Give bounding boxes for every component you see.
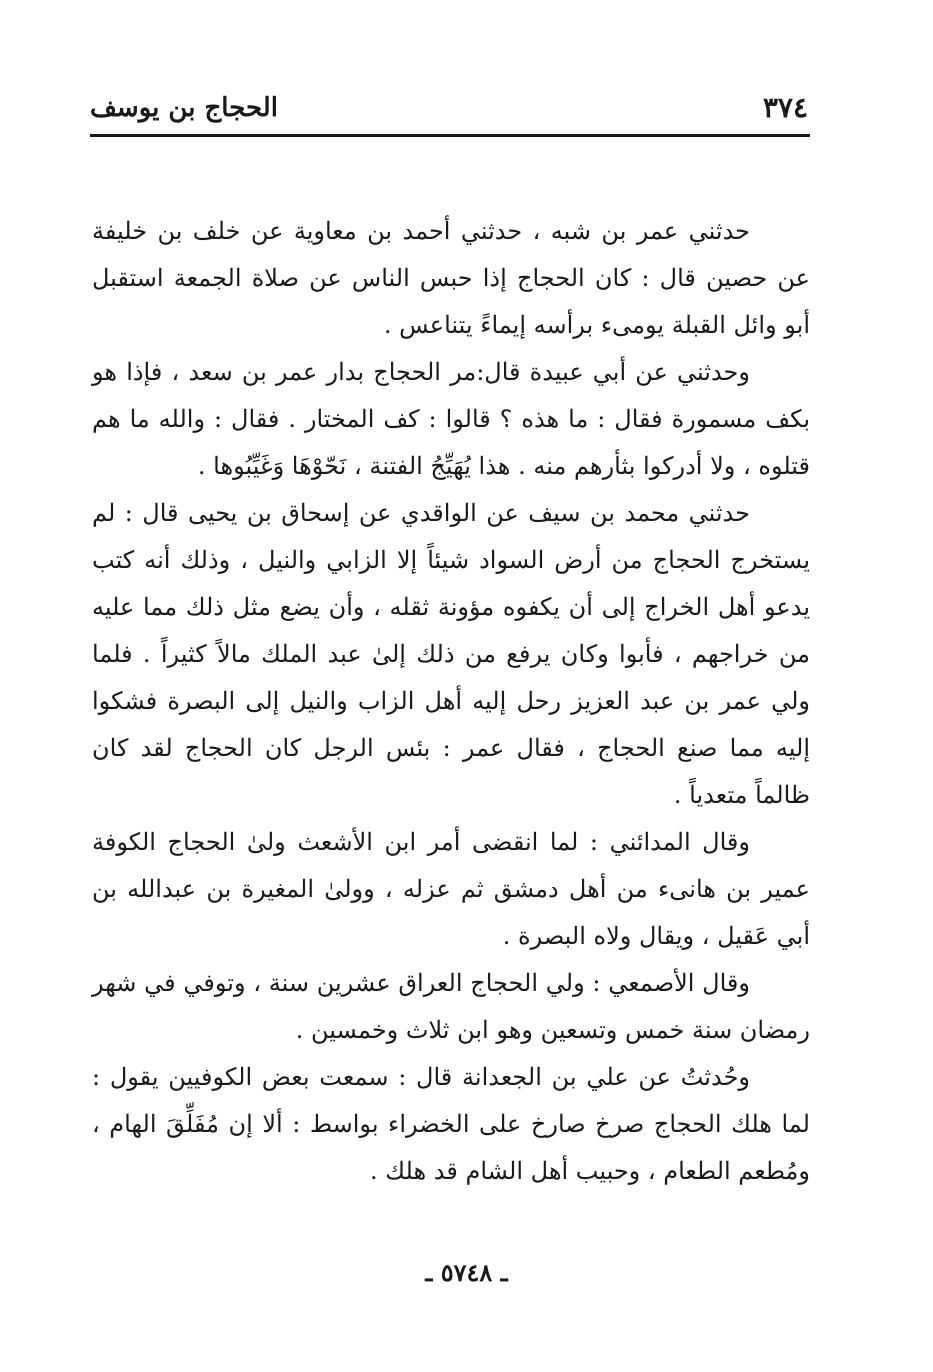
body-text (92, 208, 810, 1195)
header-divider (90, 134, 810, 137)
page-number: ٣٧٤ (762, 91, 808, 124)
book-title: الحجاج بن يوسف (90, 93, 278, 123)
paragraph: وقال الأصمعي : ولي الحجاج العراق عشرين سنة ، وتوفي في شهر رمضان سنة خمس وتسعين وهو ابن ثلاث وخمسين . (92, 969, 810, 1044)
paragraph: حدثني عمر بن شبه ، حدثني أحمد بن معاوية عن خلف بن خليفة عن حصين قال : كان الحجاج إذا حبس الناس عن صلاة الجمعة استقبل أبو وائل القبلة يومىء برأسه إيماءً يتناعس . (92, 217, 810, 339)
running-header (90, 88, 808, 136)
paragraph: وحُدثتُ عن علي بن الجعدانة قال : سمعت بعض الكوفيين يقول : لما هلك الحجاج صرخ صارخ على الخضراء بواسط : ألا إن مُفَلِّقَ الهام ، ومُطعم الطعام ، وحبيب أهل الشام قد هلك . (92, 1063, 810, 1185)
footer-page-number: ـ ٥٧٤٨ ـ (425, 1258, 508, 1287)
paragraph: حدثني محمد بن سيف عن الواقدي عن إسحاق بن يحيى قال : لم يستخرج الحجاج من أرض السواد شيئاً إلا الزابي والنيل ، وذلك أنه كتب يدعو أهل الخراج إلى أن يكفوه مؤونة ثقله ، وأن يضع مثل ذلك مما عليه من خراجهم ، فأبوا وكان يرفع من ذلك إلىٰ عبد الملك مالاً كثيراً . فلما ولي عمر بن عبد العزيز رحل إليه أهل الزاب والنيل إلى البصرة فشكوا إليه مما صنع الحجاج ، فقال عمر : بئس الرجل كان الحجاج لقد كان ظالماً متعدياً . (92, 499, 810, 809)
paragraph: وحدثني عن أبي عبيدة قال:مر الحجاج بدار عمر بن سعد ، فإذا هو بكف مسمورة فقال : ما هذه ؟ قالوا : كف المختار . فقال : والله ما هم قتلوه ، ولا أدركوا بثأرهم منه . هذا يُهَيِّجُ الفتنة ، نَحّوْهَا وَغَيِّبُوها . (92, 358, 810, 480)
paragraph: وقال المدائني : لما انقضى أمر ابن الأشعث ولىٰ الحجاج الكوفة عمير بن هانىء من أهل دمشق ثم عزله ، وولىٰ المغيرة بن عبدالله بن أبي عَقيل ، ويقال ولاه البصرة . (92, 828, 810, 950)
